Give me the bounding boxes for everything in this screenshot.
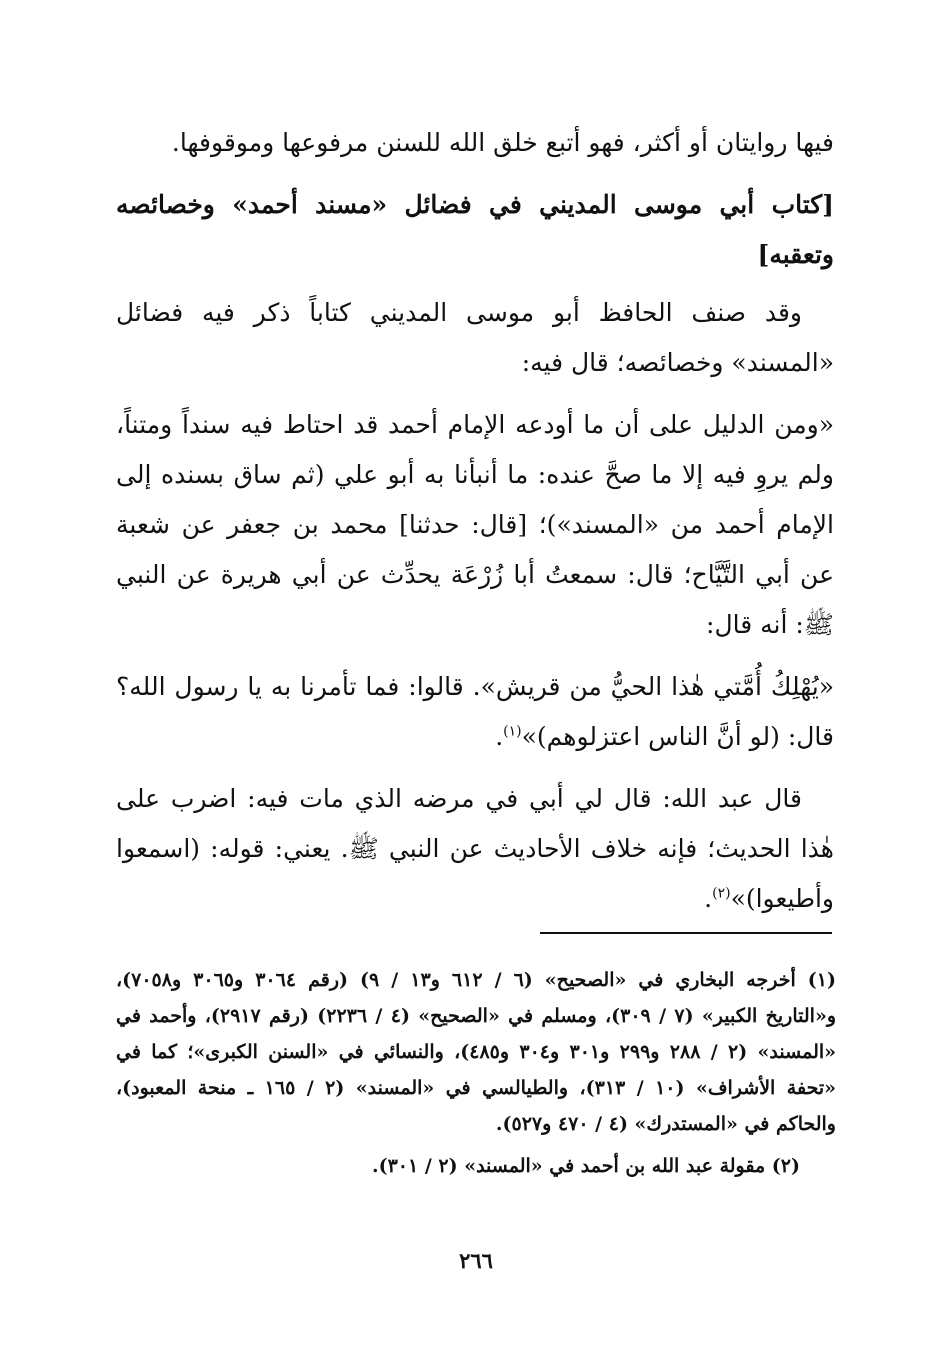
paragraph-hadith: [116, 662, 834, 762]
hadith-end: .: [495, 722, 504, 751]
section-heading: [كتاب أبي موسى المديني في فضائل «مسند أحمد» وخصائصه وتعقبه]: [116, 190, 834, 269]
footnote-2: (٢) مقولة عبد الله بن أحمد في «المسند» (٢ / ٣٠١).: [371, 1155, 800, 1177]
hadith-text: «يُهْلِكُ أُمَّتي هٰذا الحيُّ من قريش». قالوا: فما تأمرنا به يا رسول الله؟ قال: (لو أنَّ الناس اعتزلوهم)»: [116, 672, 834, 751]
main-text: [116, 118, 834, 936]
abdullah-end: .: [704, 884, 713, 913]
abdullah-text: قال عبد الله: قال لي أبي في مرضه الذي مات فيه: اضرب على هٰذا الحديث؛ فإنه خلاف الأحاديث عن النبي ﷺ. يعني: قوله: (اسمعوا وأطيعوا)»: [116, 784, 834, 913]
footnote-separator: [540, 932, 832, 934]
footnote-1: (١) أخرجه البخاري في «الصحيح» (٦ / ٦١٢ و١٣ / ٩) (رقم ٣٠٦٤ و٣٠٦٥ و٧٠٥٨)، و«التاريخ الكبير» (٧ / ٣٠٩)، ومسلم في «الصحيح» (٤ / ٢٢٣٦) (رقم ٢٩١٧)، وأحمد في «المسند» (٢ / ٢٨٨ و٢٩٩ و٣٠١ و٣٠٤ و٤٨٥)، والنسائي في «السنن الكبرى»؛ كما في «تحفة الأشراف» (١٠ / ٣١٣)، والطيالسي في «المسند» (٢ / ١٦٥ ـ منحة المعبود)، والحاكم في «المستدرك» (٤ / ٤٧٠ و٥٢٧).: [116, 969, 837, 1135]
paragraph-continuation: فيها روايتان أو أكثر، فهو أتبع خلق الله للسنن مرفوعها وموقوفها.: [171, 128, 834, 157]
paragraph-abdullah: [116, 774, 834, 924]
footnote-ref-2[interactable]: (٢): [712, 885, 731, 902]
paragraph-quote: «ومن الدليل على أن ما أودعه الإمام أحمد قد احتاط فيه سنداً ومتناً، ولم يروِ فيه إلا ما صحَّ عنده: ما أنبأنا به أبو علي (ثم ساق بسنده إلى الإمام أحمد من «المسند»)؛ [قال: حدثنا] محمد بن جعفر عن شعبة عن أبي التَّيَّاح؛ قال: سمعتُ أبا زُرْعَة يحدِّث عن أبي هريرة عن النبي ﷺ: أنه قال:: [116, 410, 834, 639]
footnotes: [116, 962, 836, 1190]
paragraph-intro: وقد صنف الحافظ أبو موسى المديني كتاباً ذكر فيه فضائل «المسند» وخصائصه؛ قال فيه:: [116, 298, 834, 377]
page-number: ٢٦٦: [459, 1248, 493, 1273]
footnote-ref-1[interactable]: (١): [503, 723, 522, 740]
